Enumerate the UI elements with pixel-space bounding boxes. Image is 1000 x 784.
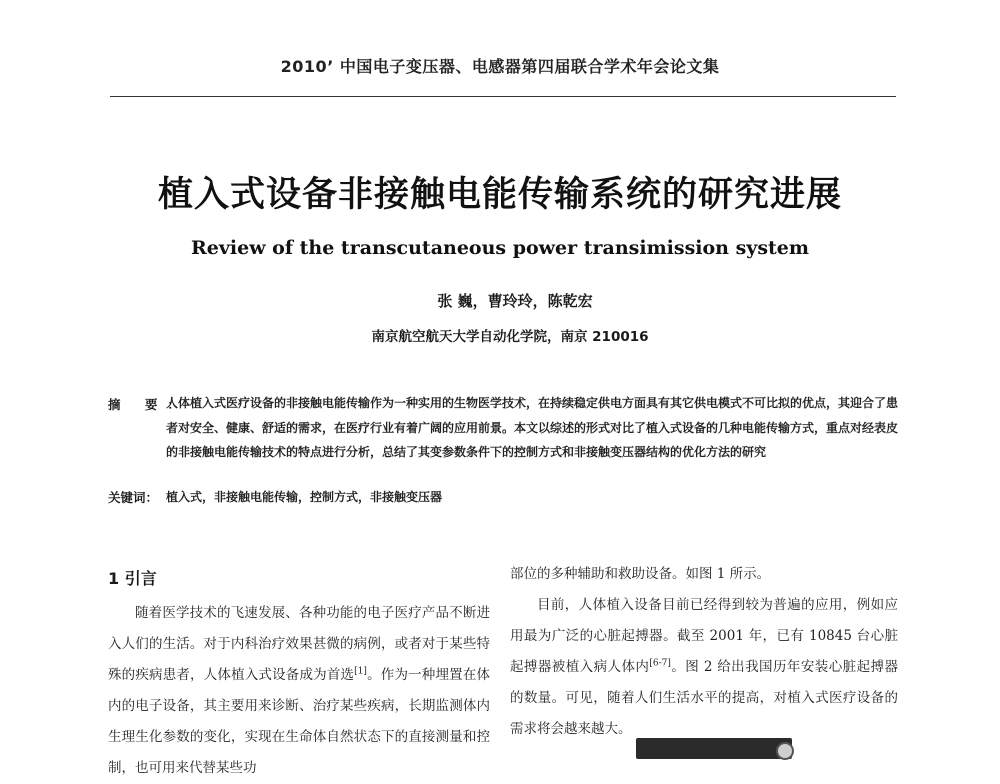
citation-ref[interactable]: [1] bbox=[354, 666, 367, 677]
header-rule bbox=[110, 96, 896, 97]
left-column bbox=[108, 598, 490, 784]
intro-p1-text-b: 。作为一种埋置在体内的电子设备，其主要用来诊断、治疗某些疾病，长期监测体内生理生化参数的变化，实现在生命体自然状态下的直接测量和控制，也可用来代替某些功 bbox=[108, 667, 491, 776]
proceedings-header: 2010’ 中国电子变压器、电感器第四届联合学术年会论文集 bbox=[280, 57, 720, 76]
figure-1-image-partial bbox=[636, 738, 792, 759]
abstract-label: 摘 要： bbox=[108, 397, 190, 412]
intro-p2-text-a: 目前，人体植入设备目前已经得到较为普遍的应用，例如应用最为广泛的心脏起搏器。截至 2001 年，已有 10845 台心脏起搏器被植入病人体内 bbox=[510, 597, 898, 675]
paper-title-chinese: 植入式设备非接触电能传输系统的研究进展 bbox=[157, 175, 842, 215]
intro-p1-text-a: 随着医学技术的飞速发展、各种功能的电子医疗产品不断进入人们的生活。对于内科治疗效果甚微的病例，或者对于某些特殊的疾病患者，人体植入式设备成为首选 bbox=[108, 605, 490, 683]
intro-paragraph-continued: 部位的多种辅助和救助设备。如图 1 所示。 bbox=[510, 566, 771, 582]
intro-paragraph-1 bbox=[108, 598, 490, 784]
paper-title-english: Review of the transcutaneous power transimission system bbox=[190, 237, 810, 259]
keywords-text: 植入式，非接触电能传输，控制方式，非接触变压器 bbox=[166, 490, 443, 504]
affiliation: 南京航空航天大学自动化学院，南京 210016 bbox=[371, 329, 649, 345]
figure-1-device-detail bbox=[776, 742, 794, 760]
intro-p2-text-b: 。图 2 给出我国历年安装心脏起搏器的数量。可见，随着人们生活水平的提高，对植入式医疗设备的需求将会越来越大。 bbox=[510, 659, 898, 737]
right-column bbox=[510, 559, 898, 745]
author-list: 张 巍，曹玲玲，陈乾宏 bbox=[437, 292, 593, 310]
abstract-text: 人体植入式医疗设备的非接触电能传输作为一种实用的生物医学技术，在持续稳定供电方面具有其它供电模式不可比拟的优点，其迎合了患者对安全、健康、舒适的需求，在医疗行业有着广阔的应用前景。本文以综述的形式对比了植入式设备的几种电能传输方式，重点对经表皮的非接触电能传输技术的特点进行分析，总结了其变参数条件下的控制方式和非接触变压器结构的优化方法的研究 bbox=[166, 396, 899, 459]
intro-paragraph-2 bbox=[510, 590, 898, 745]
citation-ref[interactable]: [6-7] bbox=[649, 658, 671, 669]
keywords-label: 关键词： bbox=[108, 490, 159, 505]
section-heading-introduction: 1 引言 bbox=[108, 569, 157, 588]
